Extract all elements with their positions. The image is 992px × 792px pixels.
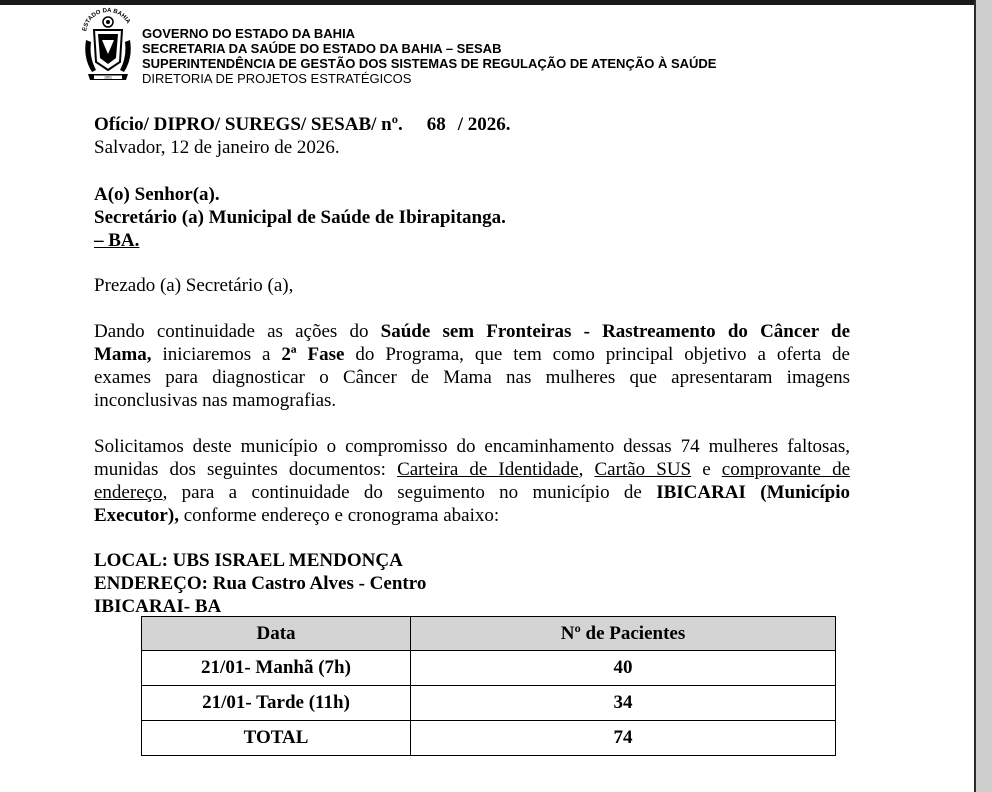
seal-year: 1891 — [104, 75, 112, 80]
paragraph1-line4: inconclusivas nas mamografias. — [94, 390, 337, 411]
header-superintendence: SUPERINTENDÊNCIA DE GESTÃO DOS SISTEMAS DE REGULAÇÃO DE ATENÇÃO À SAÚDE — [142, 56, 717, 71]
p2-text: conforme endereço e cronograma abaixo: — [178, 505, 500, 526]
p2-text: , para a continuidade do seguimento no município de — [162, 482, 657, 503]
p2-text: munidas dos seguintes documentos: — [94, 459, 398, 480]
paragraph1-line3: exames para diagnosticar o Câncer de Mama nas mulheres que apresentaram imagens — [94, 367, 850, 388]
bahia-coat-of-arms — [80, 0, 136, 90]
table-header-row — [142, 617, 836, 651]
document-sus-card: Cartão SUS — [594, 459, 692, 480]
seal-text: ESTADO DA BAHIA — [82, 7, 132, 32]
addressee-title: A(o) Senhor(a). — [94, 184, 220, 205]
p2-conjunction: e — [691, 459, 722, 480]
page-frame-edge — [974, 0, 976, 792]
executor-municipality-end: Executor), — [94, 505, 179, 526]
p1-text: iniciaremos a — [151, 344, 282, 365]
p1-text: Dando continuidade as ações do — [94, 321, 381, 342]
reference-year: / 2026. — [457, 114, 511, 135]
location-city: IBICARAI- BA — [94, 596, 222, 617]
row-patients: 34 — [411, 686, 836, 721]
reference-number: 68 — [426, 114, 446, 135]
location-name: LOCAL: UBS ISRAEL MENDONÇA — [94, 550, 403, 571]
page-frame-right — [975, 0, 992, 792]
header-government: GOVERNO DO ESTADO DA BAHIA — [142, 26, 356, 41]
row-date: 21/01- Manhã (7h) — [142, 651, 411, 686]
paragraph2-line1: Solicitamos deste município o compromisso do encaminhamento dessas 74 mulheres faltosas, — [94, 436, 850, 457]
table-row-total — [142, 721, 836, 756]
paragraph1-line1 — [94, 320, 850, 343]
paragraph2-line2 — [94, 458, 850, 481]
program-name: Saúde sem Fronteiras - Rastreamento do Câncer de — [380, 321, 850, 342]
paragraph1-line2 — [94, 343, 850, 366]
page-frame-top — [0, 0, 992, 5]
row-date: 21/01- Tarde (11h) — [142, 686, 411, 721]
row-patients: 40 — [411, 651, 836, 686]
document-address-proof: comprovante de — [721, 459, 851, 480]
header-date: Data — [142, 617, 411, 651]
executor-municipality: IBICARAI (Município — [656, 482, 850, 503]
reference-prefix: Ofício/ DIPRO/ SUREGS/ SESAB/ nº. — [94, 114, 403, 135]
location-address: ENDEREÇO: Rua Castro Alves - Centro — [94, 573, 427, 594]
total-label: TOTAL — [142, 721, 411, 756]
addressee-state: – BA. — [94, 230, 140, 251]
header-secretariat: SECRETARIA DA SAÚDE DO ESTADO DA BAHIA – SESAB — [142, 41, 502, 56]
p1-text: do Programa, que tem como principal objetivo a oferta de — [344, 344, 850, 365]
header-directorate: DIRETORIA DE PROJETOS ESTRATÉGICOS — [142, 71, 412, 86]
svg-text:ESTADO DA BAHIA — [82, 8, 131, 32]
place-date: Salvador, 12 de janeiro de 2026. — [94, 137, 340, 158]
program-name-end: Mama, — [94, 344, 152, 365]
table-row — [142, 686, 836, 721]
addressee-role: Secretário (a) Municipal de Saúde de Ibirapitanga. — [94, 207, 506, 228]
greeting: Prezado (a) Secretário (a), — [94, 275, 294, 296]
p2-separator: , — [578, 459, 595, 480]
schedule-table — [141, 616, 836, 756]
letter-reference — [94, 113, 511, 136]
table-row — [142, 651, 836, 686]
phase-label: 2ª Fase — [281, 344, 345, 365]
paragraph2-line4 — [94, 504, 850, 527]
document-address-proof-end: endereço — [94, 482, 163, 503]
header-patients: Nº de Pacientes — [411, 617, 836, 651]
paragraph2-line3 — [94, 481, 850, 504]
document-id-card: Carteira de Identidade — [397, 459, 579, 480]
total-patients: 74 — [411, 721, 836, 756]
